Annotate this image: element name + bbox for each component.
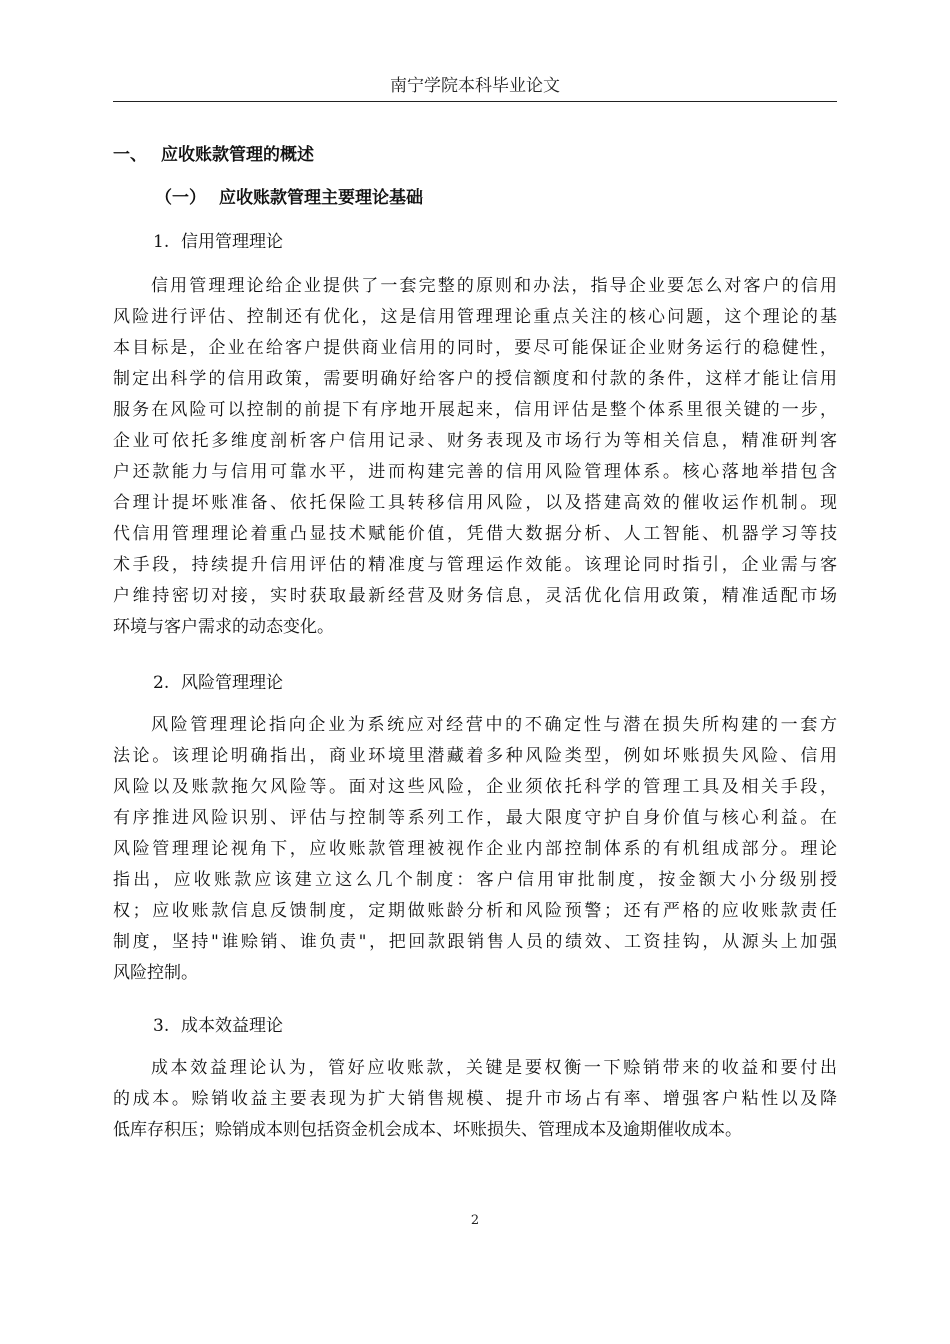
theory-heading-cost-benefit — [153, 1013, 283, 1039]
paragraph-line: 本目标是，企业在给客户提供商业信用的同时，要尽可能保证企业财务运行的稳健性， — [113, 338, 837, 358]
running-header: 南宁学院本科毕业论文 — [390, 76, 560, 96]
paragraph-line: 企业可依托多维度剖析客户信用记录、财务表现及市场行为等相关信息，精准研判客 — [113, 431, 837, 451]
paragraph-risk-management — [113, 710, 837, 989]
paragraph-line: 制度，坚持"谁赊销、谁负责"，把回款跟销售人员的绩效、工资挂钩，从源头上加强 — [113, 932, 837, 952]
paragraph-line: 有序推进风险识别、评估与控制等系列工作，最大限度守护自身价值与核心利益。在 — [113, 808, 837, 828]
paragraph-line: 风险管理理论视角下，应收账款管理被视作企业内部控制体系的有机组成部分。理论 — [113, 839, 837, 859]
header-rule — [113, 101, 837, 102]
paragraph-line: 户维持密切对接，实时获取最新经营及财务信息，灵活优化信用政策，精准适配市场 — [113, 586, 837, 606]
paragraph-line: 术手段，持续提升信用评估的精准度与管理运作效能。该理论同时指引，企业需与客 — [113, 555, 837, 575]
paragraph-line: 成本效益理论认为，管好应收账款，关键是要权衡一下赊销带来的收益和要付出 — [151, 1058, 837, 1078]
section-heading — [113, 142, 314, 168]
paragraph-line: 制定出科学的信用政策，需要明确好给客户的授信额度和付款的条件，这样才能让信用 — [113, 369, 837, 389]
paragraph-line: 风险进行评估、控制还有优化，这是信用管理理论重点关注的核心问题，这个理论的基 — [113, 307, 837, 327]
paragraph-line: 指出，应收账款应该建立这么几个制度：客户信用审批制度，按金额大小分级别授 — [113, 870, 837, 890]
theory-number: 2. — [153, 673, 170, 693]
page-number: 2 — [470, 1213, 480, 1228]
theory-number: 3. — [153, 1016, 170, 1036]
paragraph-line: 风险以及账款拖欠风险等。面对这些风险，企业须依托科学的管理工具及相关手段， — [113, 777, 837, 797]
theory-heading-credit — [153, 229, 283, 255]
theory-title: 成本效益理论 — [181, 1016, 283, 1036]
section-number: 一、 — [113, 145, 147, 165]
theory-title: 风险管理理论 — [181, 673, 283, 693]
paragraph-line: 环境与客户需求的动态变化。 — [113, 617, 334, 637]
theory-title: 信用管理理论 — [181, 232, 283, 252]
theory-number: 1. — [153, 232, 170, 252]
subsection-heading — [155, 185, 423, 211]
paragraph-cost-benefit — [113, 1053, 837, 1146]
paragraph-line: 信用管理理论给企业提供了一套完整的原则和办法，指导企业要怎么对客户的信用 — [151, 276, 837, 296]
paragraph-line: 权；应收账款信息反馈制度，定期做账龄分析和风险预警；还有严格的应收账款责任 — [113, 901, 837, 921]
paragraph-line: 低库存积压；赊销成本则包括资金机会成本、坏账损失、管理成本及逾期催收成本。 — [113, 1120, 742, 1140]
theory-heading-risk — [153, 670, 283, 696]
subsection-title: 应收账款管理主要理论基础 — [219, 188, 423, 208]
paragraph-line: 户还款能力与信用可靠水平，进而构建完善的信用风险管理体系。核心落地举措包含 — [113, 462, 837, 482]
section-title: 应收账款管理的概述 — [161, 145, 314, 165]
paragraph-line: 风险管理理论指向企业为系统应对经营中的不确定性与潜在损失所构建的一套方 — [151, 715, 837, 735]
paragraph-line: 代信用管理理论着重凸显技术赋能价值，凭借大数据分析、人工智能、机器学习等技 — [113, 524, 837, 544]
paragraph-line: 的成本。赊销收益主要表现为扩大销售规模、提升市场占有率、增强客户粘性以及降 — [113, 1089, 837, 1109]
subsection-number: （一） — [155, 188, 206, 208]
paragraph-line: 法论。该理论明确指出，商业环境里潜藏着多种风险类型，例如坏账损失风险、信用 — [113, 746, 837, 766]
paragraph-line: 服务在风险可以控制的前提下有序地开展起来，信用评估是整个体系里很关键的一步， — [113, 400, 837, 420]
paragraph-credit-management — [113, 271, 837, 643]
paragraph-line: 合理计提坏账准备、依托保险工具转移信用风险，以及搭建高效的催收运作机制。现 — [113, 493, 837, 513]
paragraph-line: 风险控制。 — [113, 963, 198, 983]
